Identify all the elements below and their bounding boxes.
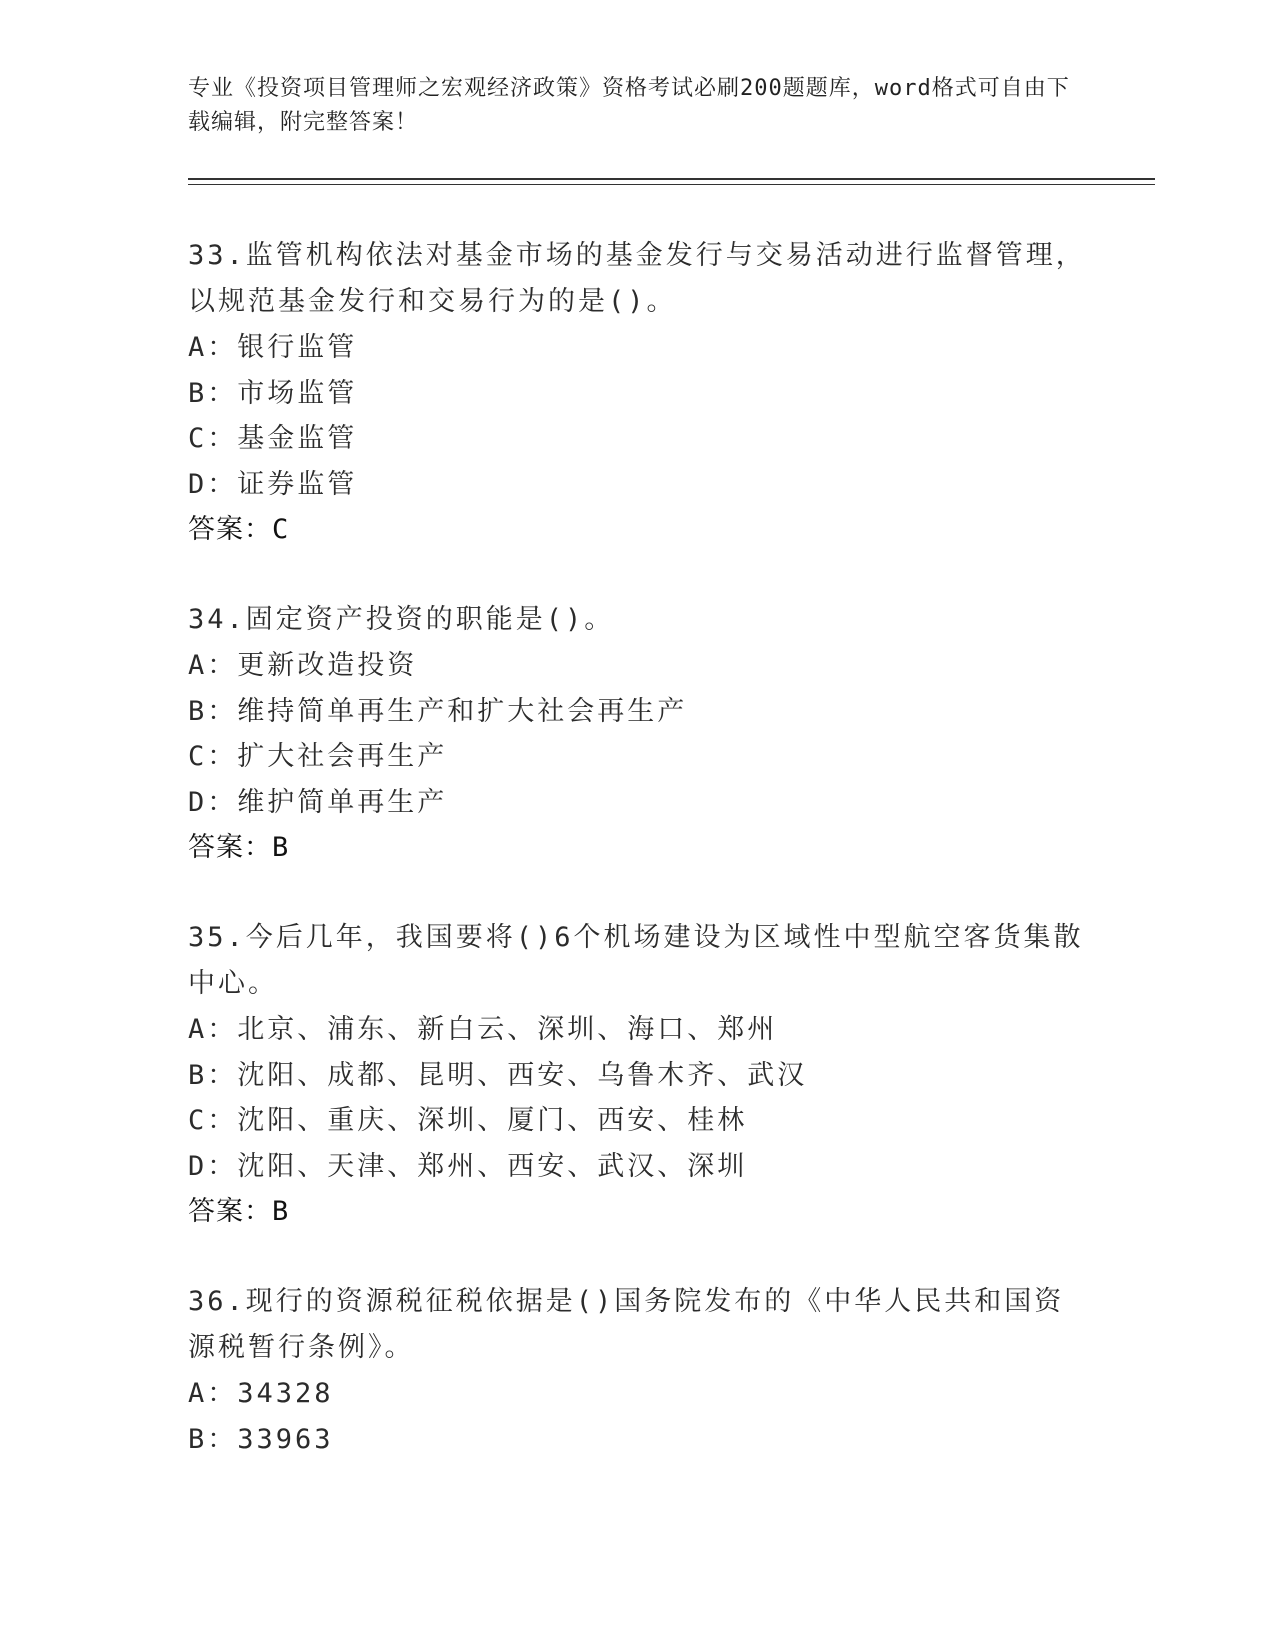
- answer-line: [188, 507, 1088, 553]
- question-list: [188, 233, 1088, 1506]
- option-d: D：维护简单再生产: [188, 786, 448, 818]
- option-a: A：银行监管: [188, 332, 358, 363]
- question-stem: 34.固定资产投资的职能是()。: [188, 604, 615, 635]
- option-d: D：沈阳、天津、郑州、西安、武汉、深圳: [188, 1150, 748, 1182]
- option-c: C：扩大社会再生产: [188, 741, 448, 772]
- question-33: [188, 233, 1088, 553]
- header-divider-thin: [188, 184, 1155, 185]
- option-c: C：沈阳、重庆、深圳、厦门、西安、桂林: [188, 1105, 748, 1136]
- answer-line: [188, 825, 1088, 871]
- option-a: A：更新改造投资: [188, 650, 418, 681]
- answer-value: C: [272, 514, 290, 545]
- answer-label: 答案：: [188, 832, 272, 863]
- question-stem: 35.今后几年，我国要将()6个机场建设为区域性中型航空客货集散中心。: [188, 922, 1084, 999]
- option-d: D：证券监管: [188, 468, 358, 500]
- option-c: C：基金监管: [188, 423, 358, 454]
- answer-label: 答案：: [188, 1196, 272, 1227]
- question-36: [188, 1279, 1088, 1462]
- option-a: A：34328: [188, 1378, 334, 1409]
- question-34: [188, 597, 1088, 871]
- question-35: [188, 915, 1088, 1235]
- option-b: B：市场监管: [188, 377, 358, 409]
- option-b: B：沈阳、成都、昆明、西安、乌鲁木齐、武汉: [188, 1059, 808, 1091]
- answer-line: [188, 1189, 1088, 1235]
- option-b: B：33963: [188, 1423, 334, 1455]
- option-b: B：维持简单再生产和扩大社会再生产: [188, 695, 688, 727]
- answer-value: B: [272, 1196, 290, 1227]
- header-divider-thick: [188, 178, 1155, 180]
- document-intro: 专业《投资项目管理师之宏观经济政策》资格考试必刷200题题库，word格式可自由下载编辑，附完整答案！: [188, 76, 1070, 135]
- question-stem: 33.监管机构依法对基金市场的基金发行与交易活动进行监督管理，以规范基金发行和交易行为的是()。: [188, 240, 1086, 317]
- option-a: A：北京、浦东、新白云、深圳、海口、郑州: [188, 1014, 778, 1045]
- question-stem: 36.现行的资源税征税依据是()国务院发布的《中华人民共和国资源税暂行条例》。: [188, 1286, 1065, 1363]
- answer-label: 答案：: [188, 514, 272, 545]
- answer-value: B: [272, 832, 290, 863]
